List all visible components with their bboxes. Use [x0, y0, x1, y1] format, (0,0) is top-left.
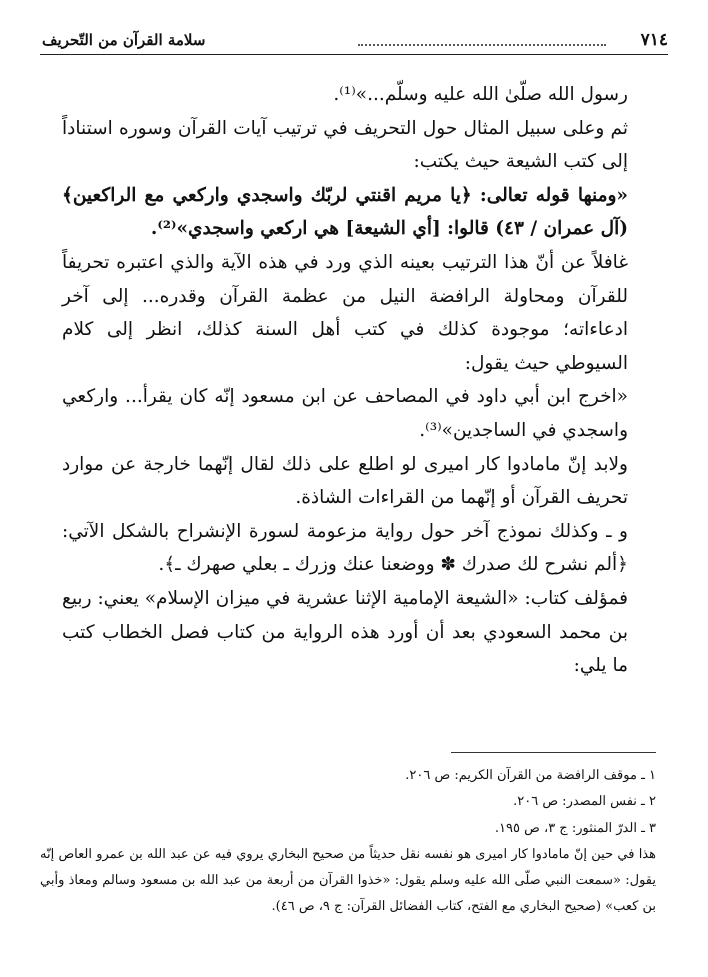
footnote-3: ٣ ـ الدرّ المنثور: ج ٣، ص ١٩٥. — [494, 820, 656, 836]
paragraph-7: و ـ وكذلك نموذج آخر حول رواية مزعومة لسورة الإنشراح بالشكل الآتي: ﴿ألم نشرح لك صدرك ✽ ووضعنا عنك وزرك ـ بعلي صهرك ـ﴾. — [62, 520, 628, 576]
page-number: ٧١٤ — [640, 30, 668, 50]
footnote-separator — [451, 752, 656, 753]
footnote-1: ١ ـ موقف الرافضة من القرآن الكريم: ص ٢٠٦. — [405, 768, 656, 783]
footnotes — [40, 763, 656, 921]
paragraph-8: فمؤلف كتاب: «الشيعة الإمامية الإثنا عشرية في ميزان الإسلام» يعني: ربيع بن محمد السعودي بعد أن أورد هذه الرواية من كتاب فصل الخطاب كتب ما يلي: — [62, 587, 628, 677]
quote-paragraph-5: «اخرج ابن أبي داود في المصاحف عن ابن مسعود إنّه كان يقرأ... واركعي واسجدي في الساجدين»⁽³⁾. — [62, 386, 628, 441]
running-title: سلامة القرآن من التّحريف — [42, 31, 206, 49]
header-dotted-leader — [358, 28, 606, 46]
footnote-2: ٢ ـ نفس المصدر: ص ٢٠٦. — [513, 794, 656, 810]
paragraph-1: رسول الله صلّىٰ الله عليه وسلّم...»⁽¹⁾. — [333, 84, 628, 105]
page-header — [40, 28, 668, 55]
main-text — [62, 78, 650, 683]
paragraph-4: غافلاً عن أنّ هذا الترتيب بعينه الذي ورد في هذه الآية والذي اعتبره تحريفاً للقرآن ومحاولة الرافضة النيل من عظمة القرآن وقدره... إلى آخر ادعاءاته؛ موجودة كذلك في كتب أهل السنة كذلك، انظر إلى كلام السيوطي حيث يقول: — [62, 251, 628, 374]
footnote-note: هذا في حين إنّ مامادوا كار اميرى هو نفسه نقل حديثاً من صحيح البخاري يروي فيه عن عبد الله بن عمرو العاص إنّه يقول: «سمعت النبي صلّى الله عليه وسلم يقول: «خذوا القرآن من أربعة من عبد الله بن مسعود وسالم ومعاذ وأبي بن كعب» (صحيح البخاري مع الفتح، كتاب الفضائل القرآن: ج ٩، ص ٤٦). — [40, 846, 656, 915]
quote-paragraph-3: «ومنها قوله تعالى: ﴿يا مريم اقنتي لربّك واسجدي واركعي مع الراكعين﴾ (آل عمران / ٤٣) قالوا: [أي الشيعة] هي اركعي واسجدي»⁽²⁾. — [62, 184, 628, 240]
paragraph-2: ثم وعلى سبيل المثال حول التحريف في ترتيب آيات القرآن وسوره استناداً إلى كتب الشيعة حيث يكتب: — [62, 117, 628, 173]
paragraph-6: ولابد إنّ مامادوا كار اميرى لو اطلع على ذلك لقال إنّهما خارجة عن موارد تحريف القرآن أو إنّهما من القراءات الشاذة. — [62, 453, 628, 509]
